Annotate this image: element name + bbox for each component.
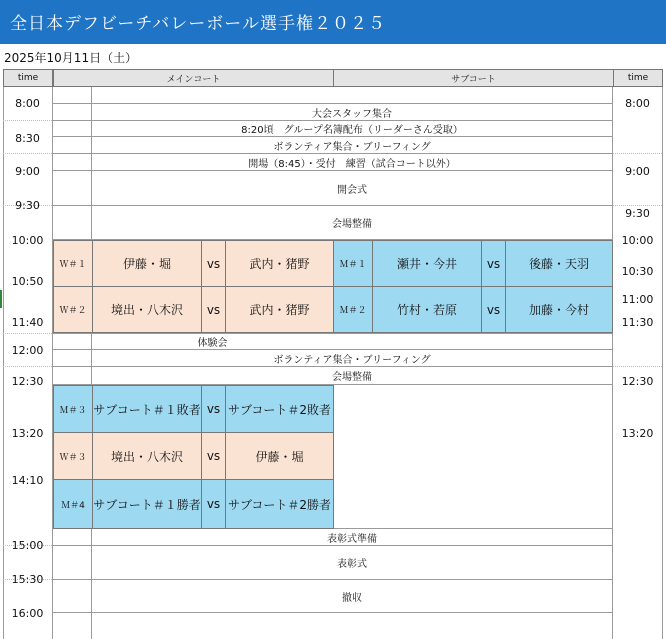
match-team-b: 後藤・天羽 — [505, 240, 613, 287]
row-guide — [613, 366, 662, 367]
match-label: Ｍ＃4 — [53, 479, 93, 529]
event-staff-gathering: 大会スタッフ集合 — [312, 108, 392, 120]
header-main-court: メインコート — [53, 69, 334, 87]
match-team-a: 伊藤・堀 — [92, 240, 202, 287]
time-label: 10:00 — [621, 233, 654, 247]
time-label: 15:00 — [11, 538, 44, 552]
time-label: 14:10 — [11, 473, 44, 487]
event-court-prep: 会場整備 — [332, 219, 372, 230]
time-label: 13:20 — [621, 426, 654, 440]
grid-line — [662, 87, 663, 639]
time-label: 13:20 — [11, 426, 44, 440]
match-label: Ｍ＃３ — [53, 385, 93, 433]
event-court-prep-2: 会場整備 — [332, 372, 372, 383]
time-label: 12:00 — [11, 343, 44, 357]
match-vs: vs — [201, 240, 226, 287]
row-guide — [3, 366, 52, 367]
match-label: Ｗ＃３ — [53, 432, 93, 480]
match-vs: vs — [201, 385, 226, 433]
event-opening-ceremony: 開会式 — [337, 184, 367, 196]
time-label: 9:30 — [625, 206, 650, 220]
event-date: 2025年10月11日（土） — [4, 51, 138, 65]
match-team-a: サブコート＃１敗者 — [92, 385, 202, 433]
match-team-a: サブコート＃１勝者 — [92, 479, 202, 529]
time-label: 8:00 — [15, 96, 40, 110]
match-team-b: サブコート＃2勝者 — [225, 479, 334, 529]
header-sub-court: サブコート — [333, 69, 614, 87]
match-team-a: 境出・八木沢 — [92, 286, 202, 333]
time-label: 10:50 — [11, 274, 44, 288]
time-label: 8:30 — [15, 131, 40, 145]
match-label: Ｗ＃２ — [53, 286, 93, 333]
match-team-b: 伊藤・堀 — [225, 432, 334, 480]
match-team-b: 加藤・今村 — [505, 286, 613, 333]
time-label: 16:00 — [11, 606, 44, 620]
time-label: 11:40 — [11, 315, 44, 329]
match-team-b: 武内・猪野 — [225, 240, 334, 287]
event-volunteer-briefing: ボランティア集合・ブリーフィング — [273, 141, 431, 153]
time-label: 10:30 — [621, 264, 654, 278]
match-vs: vs — [201, 479, 226, 529]
match-team-b: 武内・猪野 — [225, 286, 334, 333]
match-label: Ｍ＃２ — [333, 286, 373, 333]
time-label: 12:30 — [11, 374, 44, 388]
time-label: 9:30 — [15, 198, 40, 212]
match-vs: vs — [201, 432, 226, 480]
row-guide — [613, 153, 662, 154]
event-teardown: 撤収 — [342, 592, 362, 604]
time-label: 11:00 — [621, 292, 654, 306]
selection-edge-marker — [0, 290, 2, 308]
match-team-a: 境出・八木沢 — [92, 432, 202, 480]
time-label: 8:00 — [625, 96, 650, 110]
row-guide — [3, 153, 52, 154]
match-vs: vs — [201, 286, 226, 333]
event-opening-reception: 開場（8:45）・受付 練習（試合コート以外） — [248, 158, 456, 170]
event-volunteer-briefing-2: ボランティア集合・ブリーフィング — [273, 354, 431, 366]
grid-line — [52, 612, 613, 613]
header-time-left: time — [3, 69, 53, 87]
row-guide — [3, 120, 52, 121]
time-label: 15:30 — [11, 572, 44, 586]
time-label: 12:30 — [621, 374, 654, 388]
row-guide — [3, 333, 52, 334]
event-roster-distribution: 8:20頃 グループ名簿配布（リーダーさん受取） — [241, 125, 463, 136]
match-vs: vs — [481, 286, 506, 333]
time-label: 11:30 — [621, 315, 654, 329]
time-label: 9:00 — [625, 164, 650, 178]
page-title: 全日本デフビーチバレーボール選手権２０２５ — [10, 14, 386, 34]
event-award-ceremony: 表彰式 — [337, 559, 367, 570]
event-award-prep: 表彰式準備 — [327, 533, 377, 545]
match-label: Ｍ＃１ — [333, 240, 373, 287]
match-label: Ｗ＃１ — [53, 240, 93, 287]
header-time-right: time — [613, 69, 663, 87]
match-team-a: 瀬井・今井 — [372, 240, 482, 287]
match-vs: vs — [481, 240, 506, 287]
match-team-b: サブコート＃2敗者 — [225, 385, 334, 433]
time-label: 9:00 — [15, 164, 40, 178]
match-team-a: 竹村・若原 — [372, 286, 482, 333]
time-label: 10:00 — [11, 233, 44, 247]
event-trial-session: 体験会 — [197, 338, 228, 349]
